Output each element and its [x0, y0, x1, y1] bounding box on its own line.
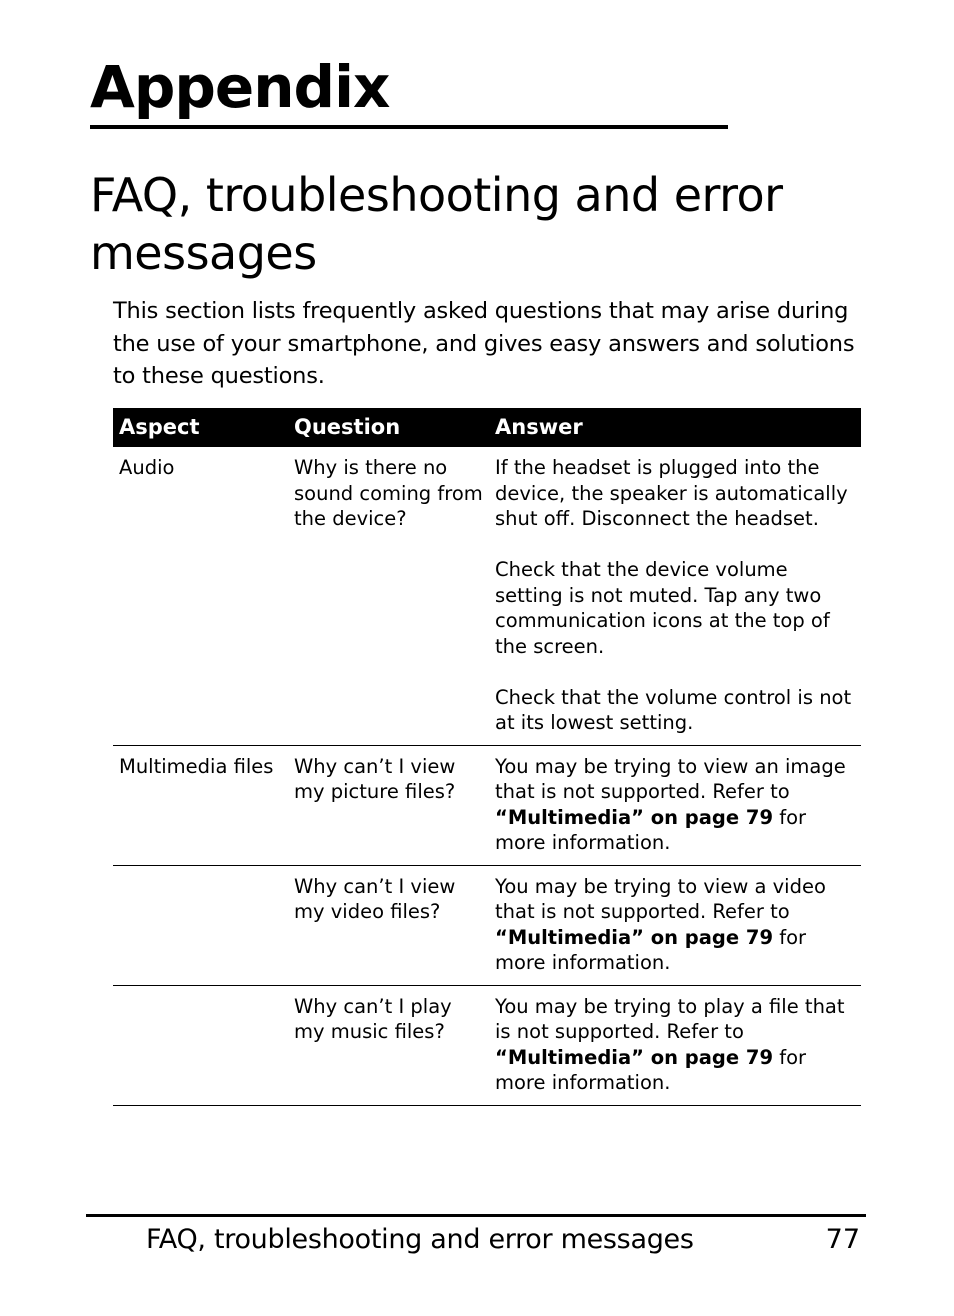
- multimedia-cross-reference-link[interactable]: “Multimedia” on page 79: [495, 805, 774, 829]
- row-question: Why can’t I view my picture files?: [288, 745, 489, 865]
- table-row: [113, 985, 861, 1105]
- row-aspect: [113, 865, 288, 985]
- row-aspect: [113, 985, 288, 1105]
- table-row: [113, 745, 861, 865]
- answer-text: for more information.: [495, 805, 807, 854]
- row-answer: [489, 745, 861, 865]
- row-question: Why can’t I play my music files?: [288, 985, 489, 1105]
- row-answer: [489, 447, 861, 745]
- multimedia-cross-reference-link[interactable]: “Multimedia” on page 79: [495, 925, 774, 949]
- chapter-rule: [90, 125, 728, 129]
- table-row: [113, 865, 861, 985]
- intro-paragraph: This section lists frequently asked questions that may arise during the use of your smartphone, and gives easy answers and solutions to these questions.: [113, 298, 855, 389]
- footer-title: FAQ, troubleshooting and error messages: [146, 1224, 694, 1255]
- section-title: FAQ, troubleshooting and error messages: [90, 168, 783, 280]
- header-question: Question: [288, 408, 489, 447]
- answer-paragraph: Check that the volume control is not at its lowest setting.: [495, 685, 852, 734]
- row-answer: [489, 865, 861, 985]
- multimedia-cross-reference-link[interactable]: “Multimedia” on page 79: [495, 1045, 774, 1069]
- faq-table: [113, 408, 861, 1106]
- row-question: Why can’t I view my video files?: [288, 865, 489, 985]
- answer-text: for more information.: [495, 1045, 807, 1094]
- footer-rule: [86, 1214, 866, 1217]
- header-answer: Answer: [489, 408, 861, 447]
- page-number: 77: [825, 1224, 860, 1255]
- answer-paragraph: Check that the device volume setting is not muted. Tap any two communication icons at the top of the screen.: [495, 558, 830, 658]
- row-question: Why is there no sound coming from the device?: [288, 447, 489, 745]
- answer-text: You may be trying to view an image that is not supported. Refer to: [495, 754, 846, 803]
- chapter-title: Appendix: [90, 53, 390, 121]
- row-aspect: Multimedia files: [113, 745, 288, 865]
- row-aspect: Audio: [113, 447, 288, 745]
- table-header-row: [113, 408, 861, 447]
- answer-paragraph: If the headset is plugged into the device, the speaker is automatically shut off. Disconnect the headset.: [495, 456, 848, 530]
- answer-text: You may be trying to play a file that is not supported. Refer to: [495, 994, 845, 1043]
- table-row: [113, 447, 861, 745]
- header-aspect: Aspect: [113, 408, 288, 447]
- answer-text: for more information.: [495, 925, 807, 974]
- answer-text: You may be trying to view a video that is not supported. Refer to: [495, 874, 826, 923]
- row-answer: [489, 985, 861, 1105]
